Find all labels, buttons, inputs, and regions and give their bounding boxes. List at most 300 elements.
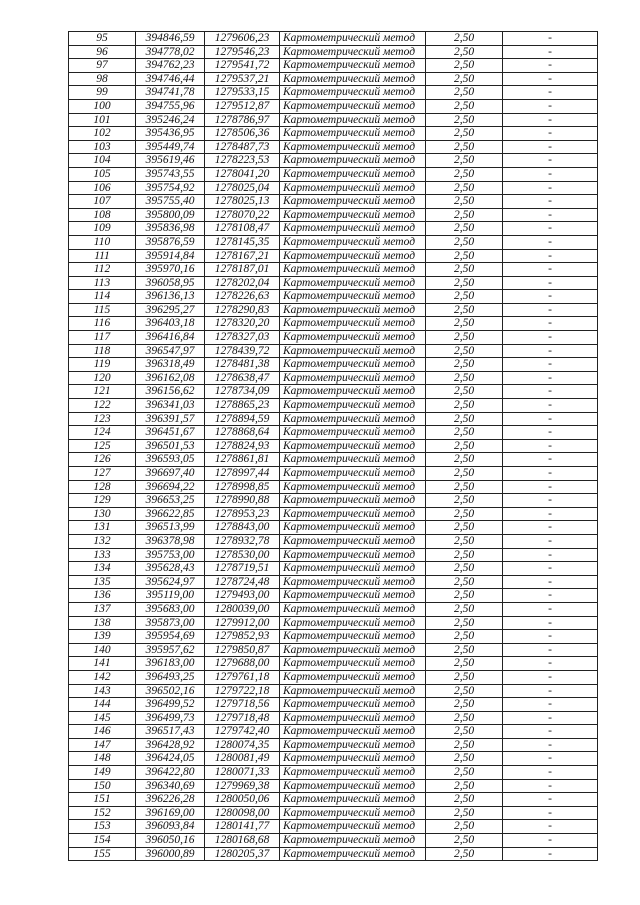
- note-cell: -: [503, 725, 598, 739]
- accuracy-cell: 2,50: [426, 371, 503, 385]
- table-row: [69, 453, 598, 467]
- table-row: [69, 698, 598, 712]
- y-coordinate-cell: 1279718,48: [205, 711, 280, 725]
- y-coordinate-cell: 1278998,85: [205, 480, 280, 494]
- accuracy-cell: 2,50: [426, 99, 503, 113]
- accuracy-cell: 2,50: [426, 127, 503, 141]
- method-cell: Картометрический метод: [280, 453, 426, 467]
- table-row: [69, 208, 598, 222]
- point-number-cell: 124: [69, 426, 136, 440]
- table-row: [69, 630, 598, 644]
- method-cell: Картометрический метод: [280, 480, 426, 494]
- point-number-cell: 136: [69, 589, 136, 603]
- point-number-cell: 139: [69, 630, 136, 644]
- method-cell: Картометрический метод: [280, 399, 426, 413]
- point-number-cell: 120: [69, 371, 136, 385]
- method-cell: Картометрический метод: [280, 698, 426, 712]
- point-number-cell: 99: [69, 86, 136, 100]
- point-number-cell: 117: [69, 331, 136, 345]
- y-coordinate-cell: 1279546,23: [205, 45, 280, 59]
- point-number-cell: 116: [69, 317, 136, 331]
- note-cell: -: [503, 575, 598, 589]
- accuracy-cell: 2,50: [426, 834, 503, 848]
- point-number-cell: 125: [69, 439, 136, 453]
- accuracy-cell: 2,50: [426, 344, 503, 358]
- accuracy-cell: 2,50: [426, 806, 503, 820]
- table-row: [69, 358, 598, 372]
- method-cell: Картометрический метод: [280, 99, 426, 113]
- coordinates-table: [68, 31, 598, 861]
- x-coordinate-cell: 396694,22: [136, 480, 205, 494]
- point-number-cell: 110: [69, 235, 136, 249]
- note-cell: -: [503, 834, 598, 848]
- note-cell: -: [503, 235, 598, 249]
- method-cell: Картометрический метод: [280, 847, 426, 861]
- accuracy-cell: 2,50: [426, 467, 503, 481]
- method-cell: Картометрический метод: [280, 59, 426, 73]
- method-cell: Картометрический метод: [280, 344, 426, 358]
- table-row: [69, 806, 598, 820]
- accuracy-cell: 2,50: [426, 847, 503, 861]
- table-row: [69, 140, 598, 154]
- table-row: [69, 32, 598, 46]
- table-row: [69, 426, 598, 440]
- point-number-cell: 96: [69, 45, 136, 59]
- note-cell: -: [503, 59, 598, 73]
- table-row: [69, 575, 598, 589]
- accuracy-cell: 2,50: [426, 385, 503, 399]
- note-cell: -: [503, 344, 598, 358]
- note-cell: -: [503, 766, 598, 780]
- y-coordinate-cell: 1279537,21: [205, 72, 280, 86]
- table-row: [69, 317, 598, 331]
- table-row: [69, 602, 598, 616]
- note-cell: -: [503, 86, 598, 100]
- accuracy-cell: 2,50: [426, 670, 503, 684]
- table-row: [69, 467, 598, 481]
- accuracy-cell: 2,50: [426, 235, 503, 249]
- table-row: [69, 303, 598, 317]
- method-cell: Картометрический метод: [280, 589, 426, 603]
- note-cell: -: [503, 630, 598, 644]
- table-row: [69, 643, 598, 657]
- x-coordinate-cell: 394755,96: [136, 99, 205, 113]
- point-number-cell: 138: [69, 616, 136, 630]
- note-cell: -: [503, 317, 598, 331]
- note-cell: -: [503, 521, 598, 535]
- x-coordinate-cell: 396424,05: [136, 752, 205, 766]
- y-coordinate-cell: 1278025,13: [205, 195, 280, 209]
- point-number-cell: 132: [69, 534, 136, 548]
- note-cell: -: [503, 657, 598, 671]
- x-coordinate-cell: 395957,62: [136, 643, 205, 657]
- method-cell: Картометрический метод: [280, 290, 426, 304]
- x-coordinate-cell: 395436,95: [136, 127, 205, 141]
- accuracy-cell: 2,50: [426, 616, 503, 630]
- x-coordinate-cell: 396501,53: [136, 439, 205, 453]
- y-coordinate-cell: 1279688,00: [205, 657, 280, 671]
- accuracy-cell: 2,50: [426, 725, 503, 739]
- y-coordinate-cell: 1278865,23: [205, 399, 280, 413]
- point-number-cell: 141: [69, 657, 136, 671]
- point-number-cell: 144: [69, 698, 136, 712]
- accuracy-cell: 2,50: [426, 399, 503, 413]
- y-coordinate-cell: 1278320,20: [205, 317, 280, 331]
- method-cell: Картометрический метод: [280, 643, 426, 657]
- x-coordinate-cell: 394846,59: [136, 32, 205, 46]
- y-coordinate-cell: 1278719,51: [205, 562, 280, 576]
- point-number-cell: 147: [69, 738, 136, 752]
- x-coordinate-cell: 395743,55: [136, 167, 205, 181]
- point-number-cell: 127: [69, 467, 136, 481]
- accuracy-cell: 2,50: [426, 317, 503, 331]
- table-row: [69, 684, 598, 698]
- accuracy-cell: 2,50: [426, 630, 503, 644]
- accuracy-cell: 2,50: [426, 222, 503, 236]
- method-cell: Картометрический метод: [280, 127, 426, 141]
- x-coordinate-cell: 396451,67: [136, 426, 205, 440]
- point-number-cell: 101: [69, 113, 136, 127]
- x-coordinate-cell: 394741,78: [136, 86, 205, 100]
- accuracy-cell: 2,50: [426, 439, 503, 453]
- table-row: [69, 494, 598, 508]
- accuracy-cell: 2,50: [426, 32, 503, 46]
- point-number-cell: 113: [69, 276, 136, 290]
- method-cell: Картометрический метод: [280, 534, 426, 548]
- table-row: [69, 276, 598, 290]
- note-cell: -: [503, 249, 598, 263]
- table-row: [69, 59, 598, 73]
- accuracy-cell: 2,50: [426, 358, 503, 372]
- table-row: [69, 670, 598, 684]
- note-cell: -: [503, 793, 598, 807]
- y-coordinate-cell: 1278638,47: [205, 371, 280, 385]
- point-number-cell: 107: [69, 195, 136, 209]
- point-number-cell: 145: [69, 711, 136, 725]
- y-coordinate-cell: 1279541,72: [205, 59, 280, 73]
- method-cell: Картометрический метод: [280, 793, 426, 807]
- note-cell: -: [503, 167, 598, 181]
- x-coordinate-cell: 396136,13: [136, 290, 205, 304]
- note-cell: -: [503, 467, 598, 481]
- method-cell: Картометрический метод: [280, 602, 426, 616]
- accuracy-cell: 2,50: [426, 793, 503, 807]
- method-cell: Картометрический метод: [280, 467, 426, 481]
- point-number-cell: 98: [69, 72, 136, 86]
- table-row: [69, 766, 598, 780]
- x-coordinate-cell: 395873,00: [136, 616, 205, 630]
- note-cell: -: [503, 779, 598, 793]
- table-row: [69, 548, 598, 562]
- y-coordinate-cell: 1278868,64: [205, 426, 280, 440]
- note-cell: -: [503, 331, 598, 345]
- method-cell: Картометрический метод: [280, 439, 426, 453]
- method-cell: Картометрический метод: [280, 820, 426, 834]
- y-coordinate-cell: 1278734,09: [205, 385, 280, 399]
- point-number-cell: 100: [69, 99, 136, 113]
- x-coordinate-cell: 395836,98: [136, 222, 205, 236]
- point-number-cell: 149: [69, 766, 136, 780]
- accuracy-cell: 2,50: [426, 331, 503, 345]
- method-cell: Картометрический метод: [280, 806, 426, 820]
- accuracy-cell: 2,50: [426, 290, 503, 304]
- accuracy-cell: 2,50: [426, 738, 503, 752]
- method-cell: Картометрический метод: [280, 45, 426, 59]
- accuracy-cell: 2,50: [426, 249, 503, 263]
- accuracy-cell: 2,50: [426, 167, 503, 181]
- accuracy-cell: 2,50: [426, 195, 503, 209]
- accuracy-cell: 2,50: [426, 276, 503, 290]
- table-row: [69, 167, 598, 181]
- point-number-cell: 102: [69, 127, 136, 141]
- y-coordinate-cell: 1278894,59: [205, 412, 280, 426]
- table-row: [69, 344, 598, 358]
- y-coordinate-cell: 1278506,36: [205, 127, 280, 141]
- x-coordinate-cell: 396050,16: [136, 834, 205, 848]
- table-row: [69, 154, 598, 168]
- y-coordinate-cell: 1280071,33: [205, 766, 280, 780]
- method-cell: Картометрический метод: [280, 222, 426, 236]
- y-coordinate-cell: 1278070,22: [205, 208, 280, 222]
- note-cell: -: [503, 181, 598, 195]
- accuracy-cell: 2,50: [426, 480, 503, 494]
- y-coordinate-cell: 1278041,20: [205, 167, 280, 181]
- method-cell: Картометрический метод: [280, 371, 426, 385]
- method-cell: Картометрический метод: [280, 426, 426, 440]
- table-row: [69, 371, 598, 385]
- x-coordinate-cell: 395914,84: [136, 249, 205, 263]
- method-cell: Картометрический метод: [280, 752, 426, 766]
- method-cell: Картометрический метод: [280, 575, 426, 589]
- point-number-cell: 135: [69, 575, 136, 589]
- accuracy-cell: 2,50: [426, 113, 503, 127]
- y-coordinate-cell: 1279742,40: [205, 725, 280, 739]
- method-cell: Картометрический метод: [280, 86, 426, 100]
- accuracy-cell: 2,50: [426, 412, 503, 426]
- note-cell: -: [503, 684, 598, 698]
- point-number-cell: 151: [69, 793, 136, 807]
- y-coordinate-cell: 1278223,53: [205, 154, 280, 168]
- y-coordinate-cell: 1279912,00: [205, 616, 280, 630]
- y-coordinate-cell: 1278187,01: [205, 263, 280, 277]
- x-coordinate-cell: 396295,27: [136, 303, 205, 317]
- point-number-cell: 129: [69, 494, 136, 508]
- point-number-cell: 118: [69, 344, 136, 358]
- x-coordinate-cell: 396697,40: [136, 467, 205, 481]
- note-cell: -: [503, 820, 598, 834]
- x-coordinate-cell: 394762,23: [136, 59, 205, 73]
- point-number-cell: 131: [69, 521, 136, 535]
- x-coordinate-cell: 395119,00: [136, 589, 205, 603]
- table-row: [69, 752, 598, 766]
- y-coordinate-cell: 1278108,47: [205, 222, 280, 236]
- point-number-cell: 106: [69, 181, 136, 195]
- y-coordinate-cell: 1278290,83: [205, 303, 280, 317]
- point-number-cell: 152: [69, 806, 136, 820]
- table-row: [69, 113, 598, 127]
- accuracy-cell: 2,50: [426, 208, 503, 222]
- method-cell: Картометрический метод: [280, 32, 426, 46]
- point-number-cell: 153: [69, 820, 136, 834]
- note-cell: -: [503, 303, 598, 317]
- x-coordinate-cell: 396593,05: [136, 453, 205, 467]
- table-row: [69, 779, 598, 793]
- note-cell: -: [503, 670, 598, 684]
- y-coordinate-cell: 1279852,93: [205, 630, 280, 644]
- accuracy-cell: 2,50: [426, 72, 503, 86]
- x-coordinate-cell: 396162,08: [136, 371, 205, 385]
- x-coordinate-cell: 396391,57: [136, 412, 205, 426]
- y-coordinate-cell: 1279722,18: [205, 684, 280, 698]
- x-coordinate-cell: 396058,95: [136, 276, 205, 290]
- note-cell: -: [503, 616, 598, 630]
- accuracy-cell: 2,50: [426, 59, 503, 73]
- y-coordinate-cell: 1278997,44: [205, 467, 280, 481]
- table-row: [69, 385, 598, 399]
- point-number-cell: 97: [69, 59, 136, 73]
- y-coordinate-cell: 1278786,97: [205, 113, 280, 127]
- y-coordinate-cell: 1279718,56: [205, 698, 280, 712]
- note-cell: -: [503, 752, 598, 766]
- method-cell: Картометрический метод: [280, 766, 426, 780]
- note-cell: -: [503, 548, 598, 562]
- table-row: [69, 439, 598, 453]
- table-row: [69, 562, 598, 576]
- x-coordinate-cell: 395246,24: [136, 113, 205, 127]
- note-cell: -: [503, 480, 598, 494]
- accuracy-cell: 2,50: [426, 766, 503, 780]
- note-cell: -: [503, 154, 598, 168]
- accuracy-cell: 2,50: [426, 562, 503, 576]
- method-cell: Картометрический метод: [280, 249, 426, 263]
- note-cell: -: [503, 127, 598, 141]
- x-coordinate-cell: 396378,98: [136, 534, 205, 548]
- method-cell: Картометрический метод: [280, 195, 426, 209]
- method-cell: Картометрический метод: [280, 317, 426, 331]
- accuracy-cell: 2,50: [426, 698, 503, 712]
- note-cell: -: [503, 439, 598, 453]
- method-cell: Картометрический метод: [280, 779, 426, 793]
- y-coordinate-cell: 1279512,87: [205, 99, 280, 113]
- accuracy-cell: 2,50: [426, 820, 503, 834]
- y-coordinate-cell: 1280050,06: [205, 793, 280, 807]
- method-cell: Картометрический метод: [280, 548, 426, 562]
- table-row: [69, 534, 598, 548]
- point-number-cell: 154: [69, 834, 136, 848]
- x-coordinate-cell: 396093,84: [136, 820, 205, 834]
- y-coordinate-cell: 1278327,03: [205, 331, 280, 345]
- note-cell: -: [503, 358, 598, 372]
- note-cell: -: [503, 113, 598, 127]
- point-number-cell: 114: [69, 290, 136, 304]
- y-coordinate-cell: 1278861,81: [205, 453, 280, 467]
- accuracy-cell: 2,50: [426, 453, 503, 467]
- point-number-cell: 112: [69, 263, 136, 277]
- point-number-cell: 130: [69, 507, 136, 521]
- point-number-cell: 122: [69, 399, 136, 413]
- accuracy-cell: 2,50: [426, 575, 503, 589]
- point-number-cell: 150: [69, 779, 136, 793]
- note-cell: -: [503, 263, 598, 277]
- note-cell: -: [503, 494, 598, 508]
- point-number-cell: 95: [69, 32, 136, 46]
- point-number-cell: 142: [69, 670, 136, 684]
- table-row: [69, 725, 598, 739]
- coordinates-table-body: [69, 32, 598, 861]
- accuracy-cell: 2,50: [426, 426, 503, 440]
- x-coordinate-cell: 396547,97: [136, 344, 205, 358]
- x-coordinate-cell: 394778,02: [136, 45, 205, 59]
- method-cell: Картометрический метод: [280, 72, 426, 86]
- accuracy-cell: 2,50: [426, 534, 503, 548]
- x-coordinate-cell: 396318,49: [136, 358, 205, 372]
- method-cell: Картометрический метод: [280, 521, 426, 535]
- accuracy-cell: 2,50: [426, 140, 503, 154]
- y-coordinate-cell: 1278824,93: [205, 439, 280, 453]
- accuracy-cell: 2,50: [426, 548, 503, 562]
- point-number-cell: 104: [69, 154, 136, 168]
- y-coordinate-cell: 1278145,35: [205, 235, 280, 249]
- y-coordinate-cell: 1279969,38: [205, 779, 280, 793]
- table-row: [69, 820, 598, 834]
- note-cell: -: [503, 195, 598, 209]
- accuracy-cell: 2,50: [426, 494, 503, 508]
- x-coordinate-cell: 396340,69: [136, 779, 205, 793]
- y-coordinate-cell: 1280205,37: [205, 847, 280, 861]
- y-coordinate-cell: 1279850,87: [205, 643, 280, 657]
- method-cell: Картометрический метод: [280, 358, 426, 372]
- accuracy-cell: 2,50: [426, 86, 503, 100]
- table-row: [69, 290, 598, 304]
- note-cell: -: [503, 806, 598, 820]
- note-cell: -: [503, 208, 598, 222]
- point-number-cell: 123: [69, 412, 136, 426]
- x-coordinate-cell: 395753,00: [136, 548, 205, 562]
- method-cell: Картометрический метод: [280, 507, 426, 521]
- table-row: [69, 657, 598, 671]
- x-coordinate-cell: 395619,46: [136, 154, 205, 168]
- y-coordinate-cell: 1278025,04: [205, 181, 280, 195]
- table-row: [69, 589, 598, 603]
- point-number-cell: 140: [69, 643, 136, 657]
- note-cell: -: [503, 32, 598, 46]
- accuracy-cell: 2,50: [426, 154, 503, 168]
- note-cell: -: [503, 276, 598, 290]
- note-cell: -: [503, 847, 598, 861]
- x-coordinate-cell: 396341,03: [136, 399, 205, 413]
- x-coordinate-cell: 395800,09: [136, 208, 205, 222]
- x-coordinate-cell: 395754,92: [136, 181, 205, 195]
- point-number-cell: 148: [69, 752, 136, 766]
- method-cell: Картометрический метод: [280, 711, 426, 725]
- x-coordinate-cell: 395624,97: [136, 575, 205, 589]
- point-number-cell: 146: [69, 725, 136, 739]
- y-coordinate-cell: 1280039,00: [205, 602, 280, 616]
- note-cell: -: [503, 412, 598, 426]
- note-cell: -: [503, 534, 598, 548]
- x-coordinate-cell: 395876,59: [136, 235, 205, 249]
- x-coordinate-cell: 394746,44: [136, 72, 205, 86]
- table-row: [69, 847, 598, 861]
- y-coordinate-cell: 1278439,72: [205, 344, 280, 358]
- method-cell: Картометрический метод: [280, 412, 426, 426]
- method-cell: Картометрический метод: [280, 235, 426, 249]
- table-row: [69, 834, 598, 848]
- x-coordinate-cell: 396517,43: [136, 725, 205, 739]
- note-cell: -: [503, 426, 598, 440]
- y-coordinate-cell: 1279533,15: [205, 86, 280, 100]
- table-row: [69, 480, 598, 494]
